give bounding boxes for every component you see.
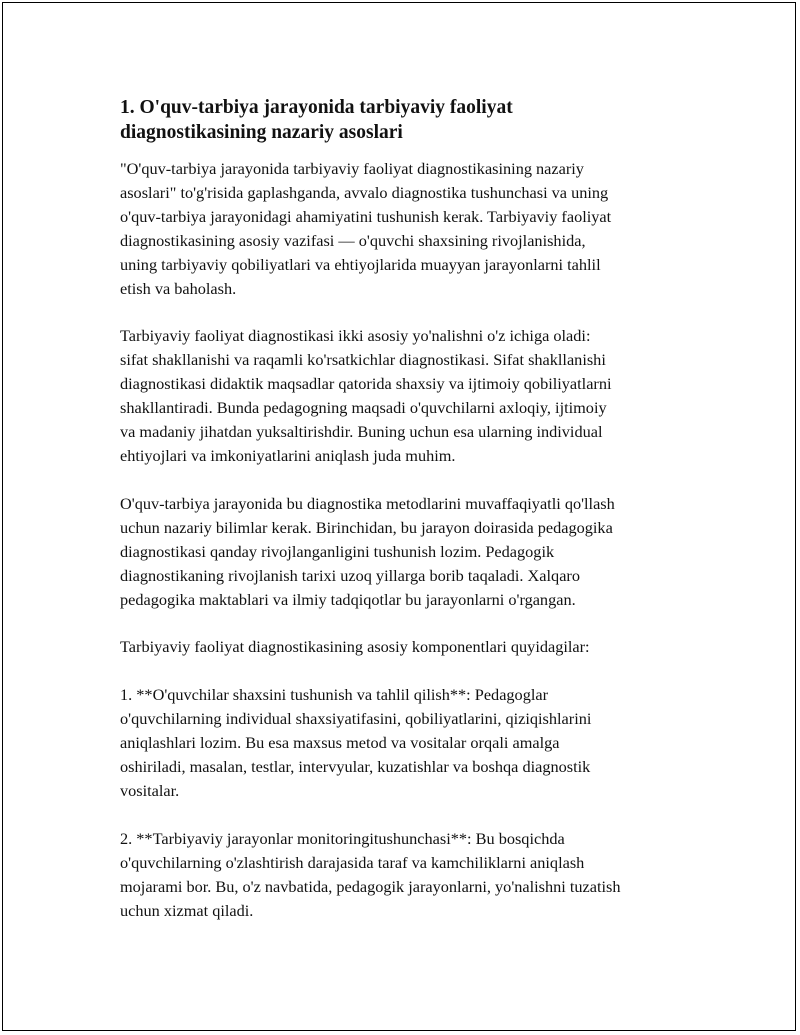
document-body xyxy=(120,95,710,946)
paragraph-theory: O'quv-tarbiya jarayonida bu diagnostika metodlarini muvaffaqiyatli qo'llash uchun nazariy bilimlar kerak. Birinchidan, bu jarayon doirasida pedagogika diagnostikasi qanday rivojlanganligini tushunish lozim. Pedagogik diagnostikaning rivojlanish tarixi uzoq yillarga borib taqaladi. Xalqaro pedagogika maktablari va ilmiy tadqiqotlar bu jarayonlarni o'rgangan. xyxy=(120,493,615,609)
document-page xyxy=(2,2,796,1031)
paragraph-directions: Tarbiyaviy faoliyat diagnostikasi ikki asosiy yo'nalishni o'z ichiga oladi: sifat shakllanishi va raqamli ko'rsatkichlar diagnostikasi. Sifat shakllanishi diagnostikasi didaktik maqsadlar qatorida shaxsiy va ijtimoiy qobiliyatlarni shakllantiradi. Bunda pedagogning maqsadi o'quvchilarni axloqiy, ijtimoiy va madaniy jihatdan yuksaltirishdir. Buning uchun esa ularning individual ehtiyojlari va imkoniyatlarini aniqlash juda muhim. xyxy=(120,326,612,465)
paragraph-components-intro: Tarbiyaviy faoliyat diagnostikasining asosiy komponentlari quyidagilar: xyxy=(120,637,590,657)
list-item-1: 1. **O'quvchilar shaxsini tushunish va tahlil qilish**: Pedagoglar o'quvchilarning individual shaxsiyatifasini, qobiliyatlarini, qiziqishlarini aniqlashlari lozim. Bu esa maxsus metod va vositalar orqali amalga oshiriladi, masalan, testlar, intervyular, kuzatishlar va boshqa diagnostik vositalar. xyxy=(120,685,592,800)
section-heading: 1. O'quv-tarbiya jarayonida tarbiyaviy faoliyat diagnostikasining nazariy asoslari xyxy=(120,97,513,143)
list-item-2: 2. **Tarbiyaviy jarayonlar monitoringitushunchasi**: Bu bosqichda o'quvchilarning o'zlashtirish darajasida taraf va kamchiliklarni aniqlash mojarami bor. Bu, o'z navbatida, pedagogik jarayonlarni, yo'nalishni tuzatish uchun xizmat qiladi. xyxy=(120,828,621,920)
paragraph-intro: "O'quv-tarbiya jarayonida tarbiyaviy faoliyat diagnostikasining nazariy asoslari" to'g'risida gaplashganda, avvalo diagnostika tushunchasi va uning o'quv-tarbiya jarayonidagi ahamiyatini tushunish kerak. Tarbiyaviy faoliyat diagnostikasining asosiy vazifasi — o'quvchi shaxsining rivojlanishida, uning tarbiyaviy qobiliyatlari va ehtiyojlarida muayyan jarayonlarni tahlil etish va baholash. xyxy=(120,159,612,298)
